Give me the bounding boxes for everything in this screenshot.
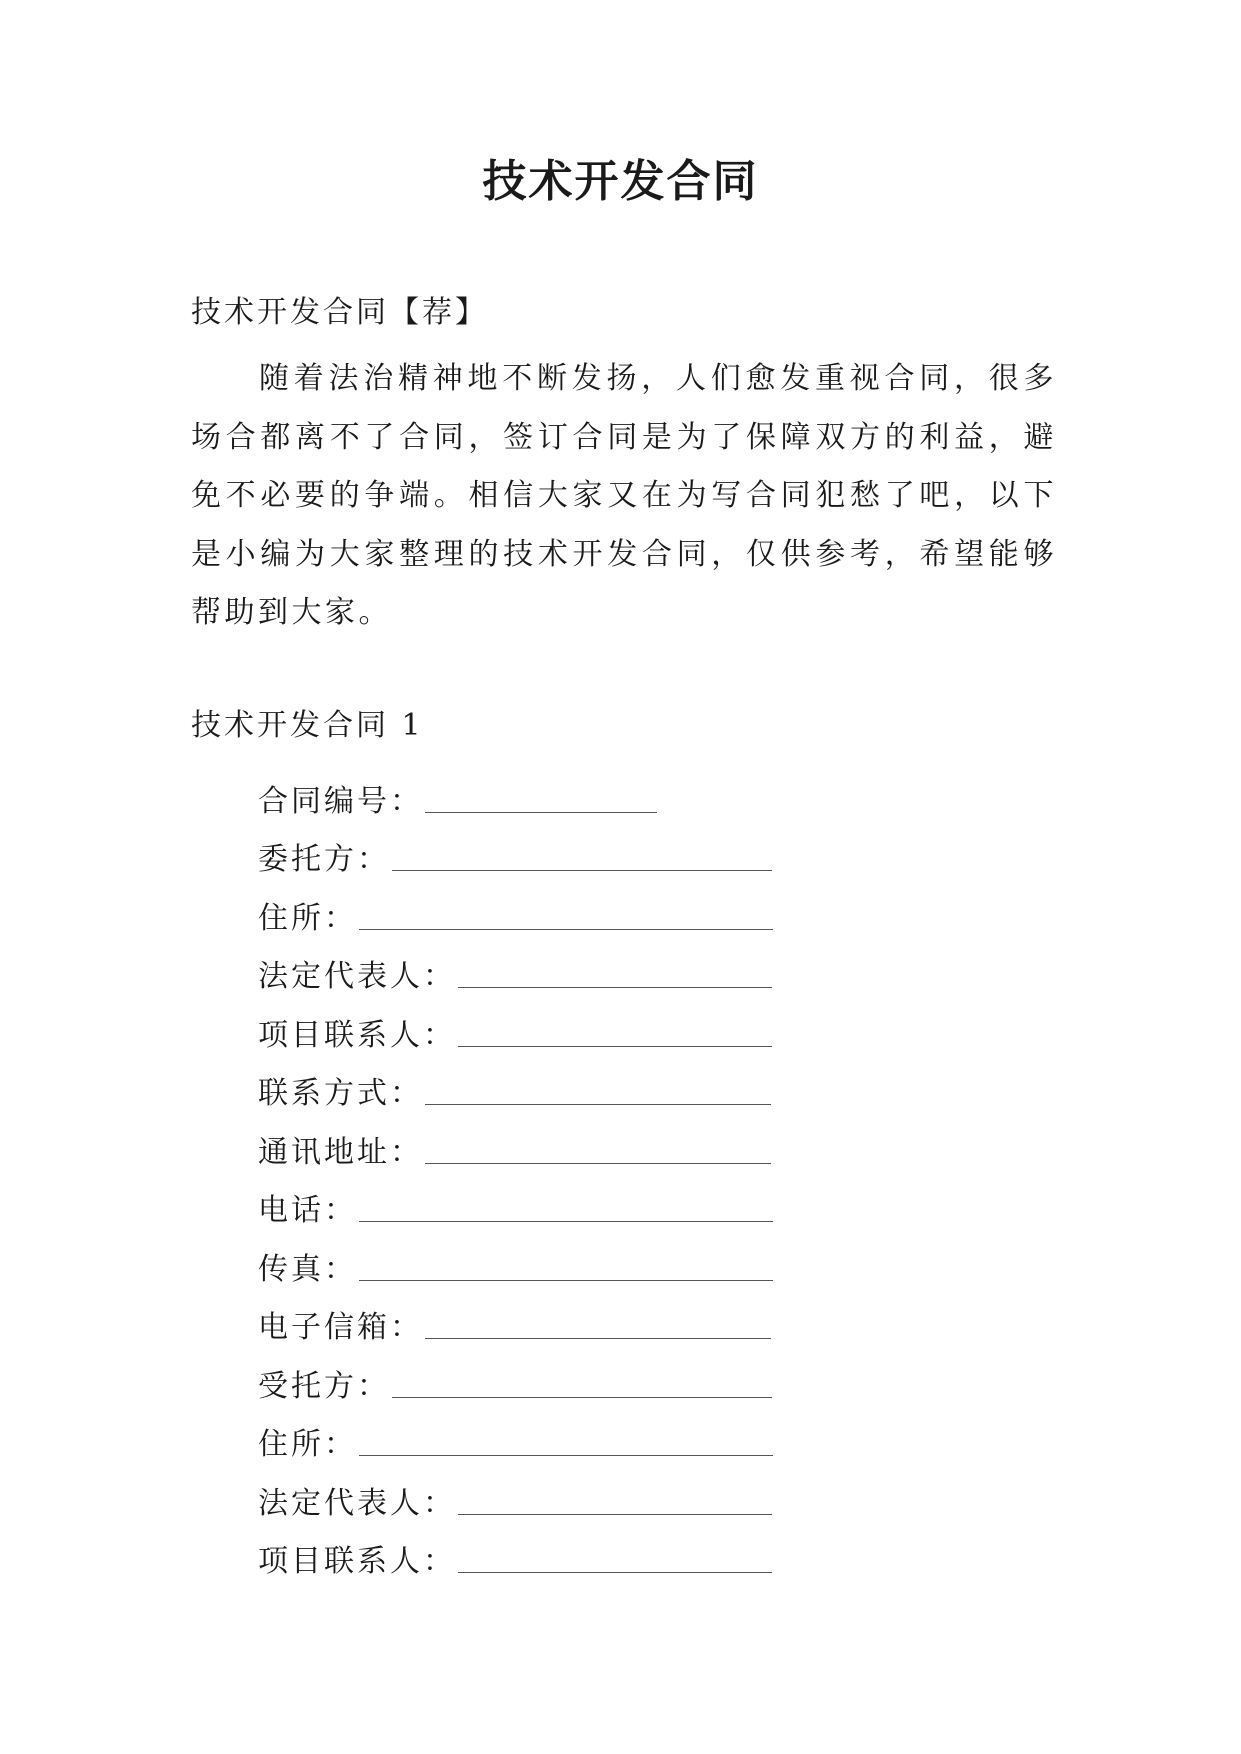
blank-line bbox=[458, 1572, 772, 1573]
field-label: 住所： bbox=[258, 1427, 357, 1462]
field-client-project-contact bbox=[258, 997, 778, 1056]
field-label: 电子信箱： bbox=[258, 1310, 423, 1345]
field-label: 项目联系人： bbox=[258, 1544, 456, 1579]
field-label: 传真： bbox=[258, 1251, 357, 1287]
document-title: 技术开发合同 bbox=[482, 156, 759, 207]
blank-line bbox=[392, 1397, 772, 1398]
blank-line bbox=[359, 1455, 773, 1456]
blank-line bbox=[425, 1163, 771, 1164]
field-label: 法定代表人： bbox=[258, 1485, 456, 1521]
field-client-legal-rep bbox=[258, 939, 778, 998]
intro-paragraph: 随着法治精神地不断发扬，人们愈发重视合同，很多场合都离不了合同，签订合同是为了保障双方的利益，避免不必要的争端。相信大家又在为写合同犯愁了吧，以下是小编为大家整理的技术开发合同，仅供参考，希望能够帮助到大家。 bbox=[191, 361, 1057, 630]
field-label: 住所： bbox=[258, 900, 357, 936]
field-client-phone bbox=[258, 1173, 778, 1232]
document-subtitle: 技术开发合同【荐】 bbox=[191, 295, 488, 330]
field-label: 通讯地址： bbox=[258, 1134, 423, 1170]
field-contractor-project-contact bbox=[258, 1524, 778, 1583]
field-client-address bbox=[258, 880, 778, 939]
field-client-contact-method bbox=[258, 1056, 778, 1115]
field-client-email bbox=[258, 1290, 778, 1349]
field-client-fax bbox=[258, 1231, 778, 1290]
field-label: 法定代表人： bbox=[258, 959, 456, 994]
blank-line bbox=[458, 1046, 772, 1047]
blank-line bbox=[359, 1221, 773, 1222]
blank-line bbox=[425, 1104, 771, 1105]
field-label: 合同编号： bbox=[258, 783, 423, 819]
field-contractor bbox=[258, 1348, 778, 1407]
blank-line bbox=[425, 812, 657, 813]
field-label: 电话： bbox=[258, 1193, 357, 1228]
blank-line bbox=[425, 1338, 771, 1339]
blank-line bbox=[458, 987, 772, 988]
contract-fields bbox=[258, 763, 778, 1582]
field-label: 项目联系人： bbox=[258, 1017, 456, 1053]
field-contract-number bbox=[258, 763, 778, 822]
blank-line bbox=[392, 870, 772, 871]
field-client bbox=[258, 822, 778, 881]
field-label: 受托方： bbox=[258, 1368, 390, 1404]
field-client-mailing-address bbox=[258, 1114, 778, 1173]
field-contractor-legal-rep bbox=[258, 1465, 778, 1524]
blank-line bbox=[359, 929, 773, 930]
blank-line bbox=[359, 1280, 773, 1281]
field-contractor-address bbox=[258, 1407, 778, 1466]
blank-line bbox=[458, 1514, 772, 1515]
field-label: 联系方式： bbox=[258, 1076, 423, 1111]
section-heading: 技术开发合同 1 bbox=[191, 708, 424, 743]
field-label: 委托方： bbox=[258, 842, 390, 877]
